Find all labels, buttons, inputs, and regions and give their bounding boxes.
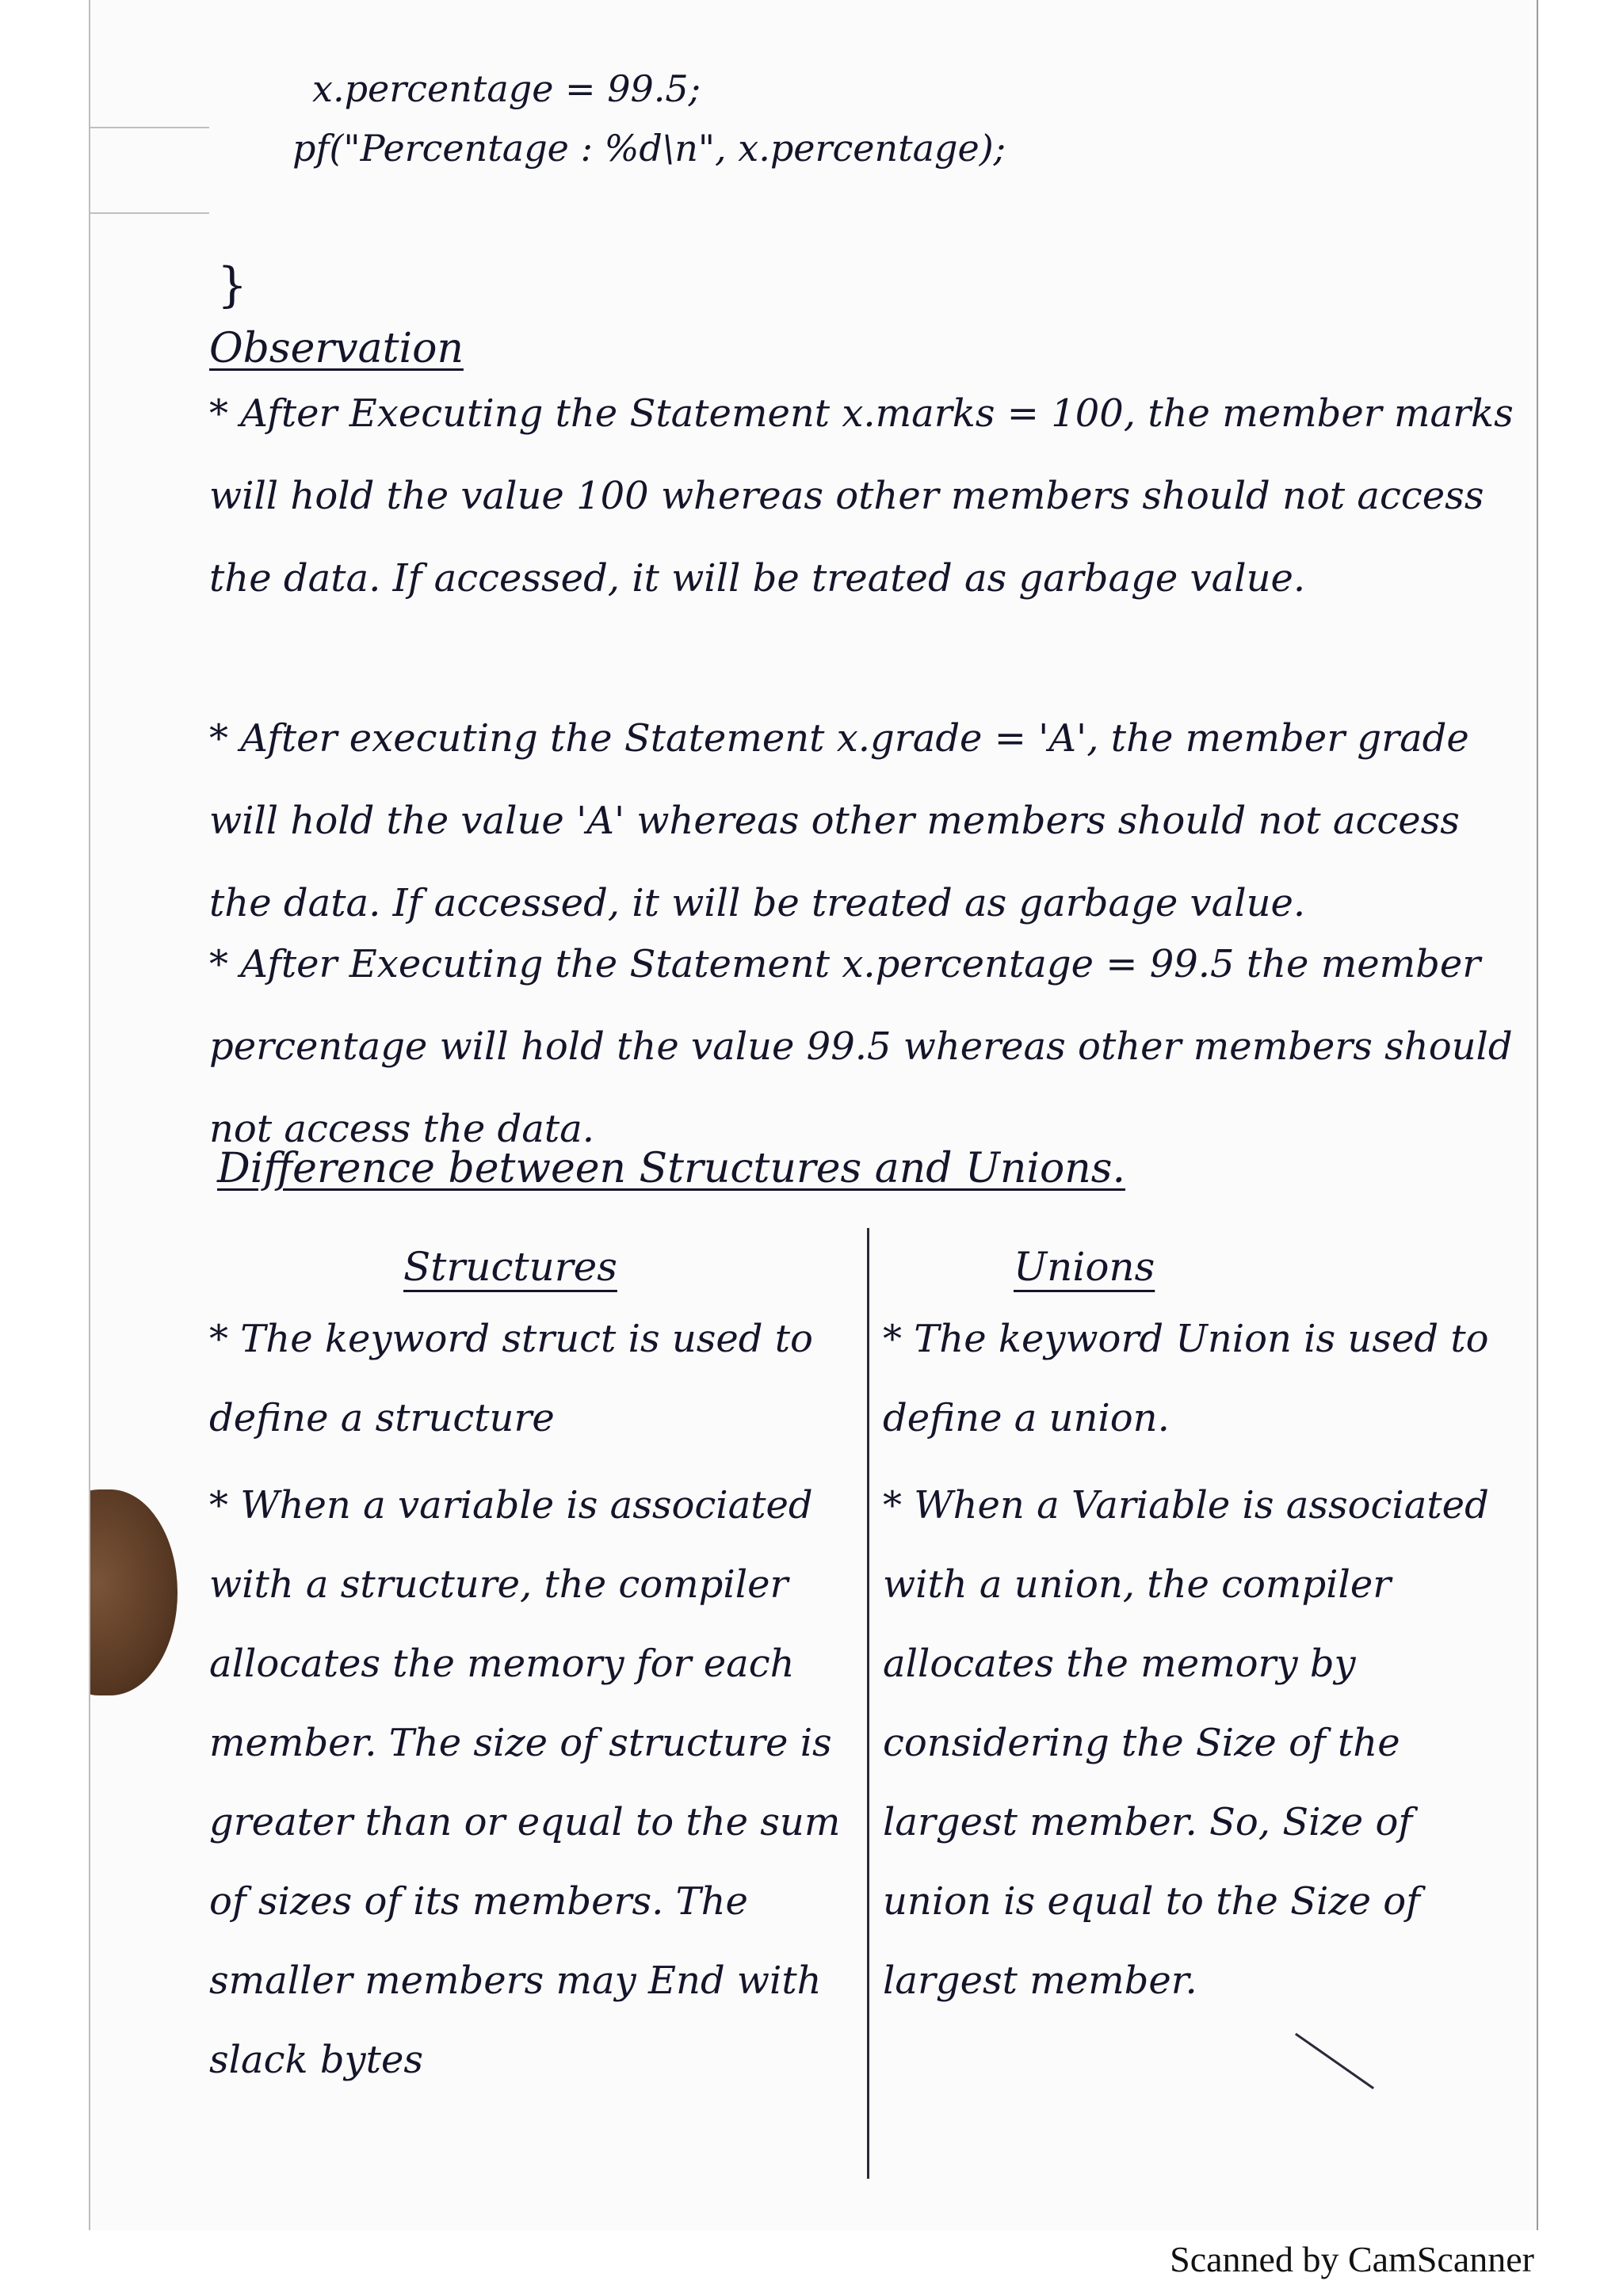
- code-line-1: x.percentage = 99.5;: [312, 67, 701, 110]
- observation-point-3: * After Executing the Statement x.percentage = 99.5 the member percentage will hold the value 99.5 whereas other members should not access the data.: [209, 942, 1513, 1151]
- observation-point-2: * After executing the Statement x.grade = 'A', the member grade will hold the value 'A' whereas other members should not access the data. If accessed, it will be treated as garbage value.: [209, 716, 1469, 925]
- scanner-watermark: Scanned by CamScanner: [1170, 2239, 1534, 2279]
- thumb-shadow: [89, 1489, 178, 1695]
- unions-point-1: * The keyword Union is used to define a union.: [883, 1317, 1489, 1440]
- margin-rule: [90, 212, 209, 214]
- margin-rule: [90, 127, 209, 128]
- structures-point-2: * When a variable is associated with a structure, the compiler allocates the memory for each member. The size of structure is greater than or equal to the sum of sizes of its members. The smaller members may End with slack bytes: [209, 1483, 841, 2082]
- structures-point-1: * The keyword struct is used to define a structure: [209, 1317, 813, 1440]
- unions-point-2: * When a Variable is associated with a union, the compiler allocates the memory by considering the Size of the largest member. So, Size of union is equal to the Size of largest member.: [883, 1483, 1489, 2003]
- table-divider: [867, 1228, 869, 2179]
- observation-point-1: * After Executing the Statement x.marks = 100, the member marks will hold the value 100 whereas other members should not access the data. If accessed, it will be treated as garbage value.: [209, 391, 1514, 601]
- observation-heading: Observation: [209, 325, 464, 372]
- unions-column-title: Unions: [1014, 1244, 1155, 1290]
- notebook-page: [89, 0, 1538, 2230]
- difference-heading: Difference between Structures and Unions.: [217, 1145, 1126, 1192]
- structures-column-title: Structures: [403, 1244, 617, 1290]
- pen-mark: [1295, 2033, 1374, 2089]
- closing-brace: }: [217, 257, 248, 313]
- code-line-2: pf("Percentage : %d\n", x.percentage);: [292, 127, 1006, 170]
